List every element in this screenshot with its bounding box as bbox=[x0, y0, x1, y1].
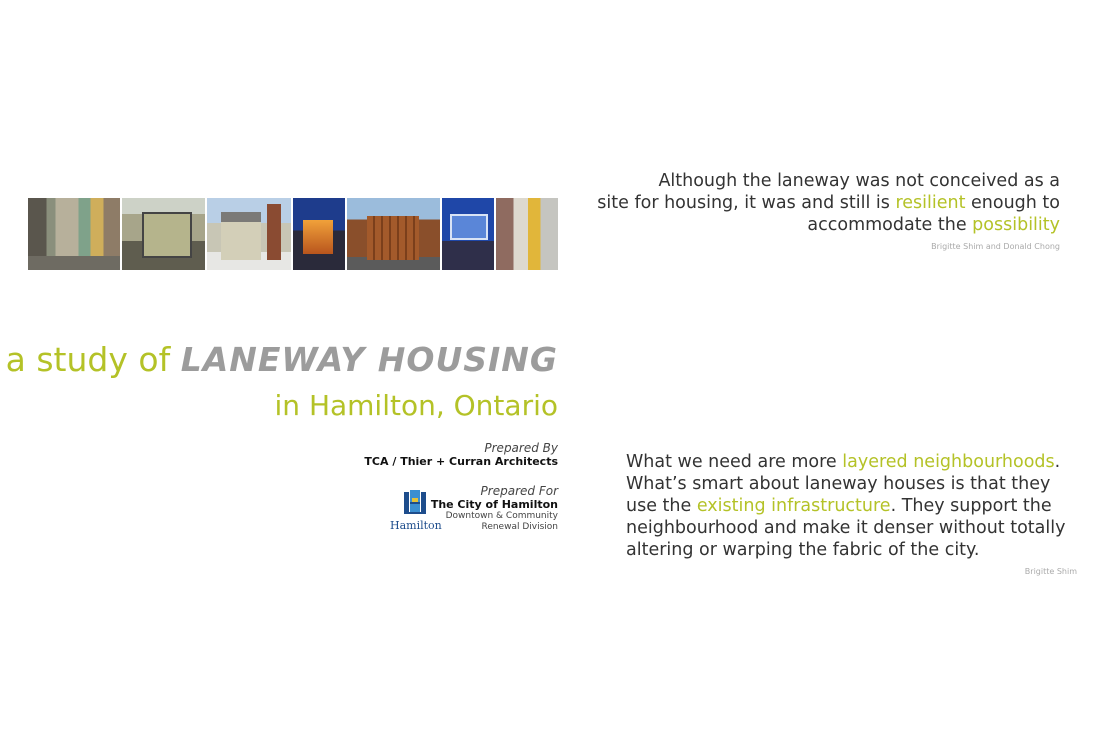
prepared-by-block bbox=[364, 441, 558, 468]
prepared-by-name: TCA / Thier + Curran Architects bbox=[364, 455, 558, 468]
division-line-1: Downtown & Community bbox=[445, 511, 558, 521]
page-subtitle: in Hamilton, Ontario bbox=[274, 389, 558, 422]
prepared-for-block bbox=[431, 484, 558, 533]
quote-2-line-3 bbox=[626, 495, 1065, 517]
quote-2 bbox=[626, 451, 1065, 561]
highlight-existing-infrastructure: existing infrastructure bbox=[696, 496, 891, 516]
lit-house-night-photo bbox=[293, 198, 345, 270]
blue-house-night-photo bbox=[442, 198, 494, 270]
quote-2-line-1 bbox=[626, 451, 1065, 473]
corten-house-photo bbox=[347, 198, 441, 270]
photo-strip bbox=[28, 198, 558, 270]
quote-1-text: site for housing, it was and still is bbox=[597, 193, 896, 213]
quote-1 bbox=[597, 170, 1060, 236]
prepared-for-label: Prepared For bbox=[480, 484, 558, 498]
quote-2-text: use the bbox=[626, 496, 697, 516]
quote-1-line-1: Although the laneway was not conceived as a bbox=[658, 171, 1060, 191]
highlight-possibility: possibility bbox=[972, 215, 1060, 235]
quote-1-line-2 bbox=[597, 192, 1060, 214]
hamilton-logo-text: Hamilton bbox=[390, 519, 442, 532]
highlight-resilient: resilient bbox=[895, 193, 966, 213]
division-line-2: Renewal Division bbox=[481, 522, 558, 532]
page-title bbox=[6, 340, 558, 379]
snow-house-photo bbox=[207, 198, 291, 270]
quote-2-line-2: What’s smart about laneway houses is that they bbox=[626, 474, 1051, 494]
quote-2-author: Brigitte Shim bbox=[1024, 567, 1077, 576]
colorful-houses-photo bbox=[496, 198, 558, 270]
quote-2-line-4: neighbourhood and make it denser without totally bbox=[626, 518, 1066, 538]
laneway-street-photo bbox=[28, 198, 120, 270]
highlight-layered-neighbourhoods: layered neighbourhoods bbox=[842, 452, 1055, 472]
laneway-house-photo bbox=[122, 198, 206, 270]
quote-1-text: enough to bbox=[965, 193, 1060, 213]
quote-1-author: Brigitte Shim and Donald Chong bbox=[931, 242, 1060, 251]
quote-2-text: . They support the bbox=[890, 496, 1052, 516]
quote-2-text: . bbox=[1054, 452, 1061, 472]
quote-2-line-5: altering or warping the fabric of the city. bbox=[626, 540, 980, 560]
title-strong: LANEWAY HOUSING bbox=[180, 340, 558, 379]
prepared-by-label: Prepared By bbox=[484, 441, 558, 455]
quote-2-text: What we need are more bbox=[626, 452, 843, 472]
prepared-for-name: The City of Hamilton bbox=[430, 498, 558, 511]
quote-1-text: accommodate the bbox=[807, 215, 973, 235]
quote-1-line-3 bbox=[597, 214, 1060, 236]
title-lead: a study of bbox=[5, 340, 181, 379]
hamilton-city-logo-icon bbox=[402, 488, 428, 516]
hamilton-logo bbox=[390, 488, 440, 532]
